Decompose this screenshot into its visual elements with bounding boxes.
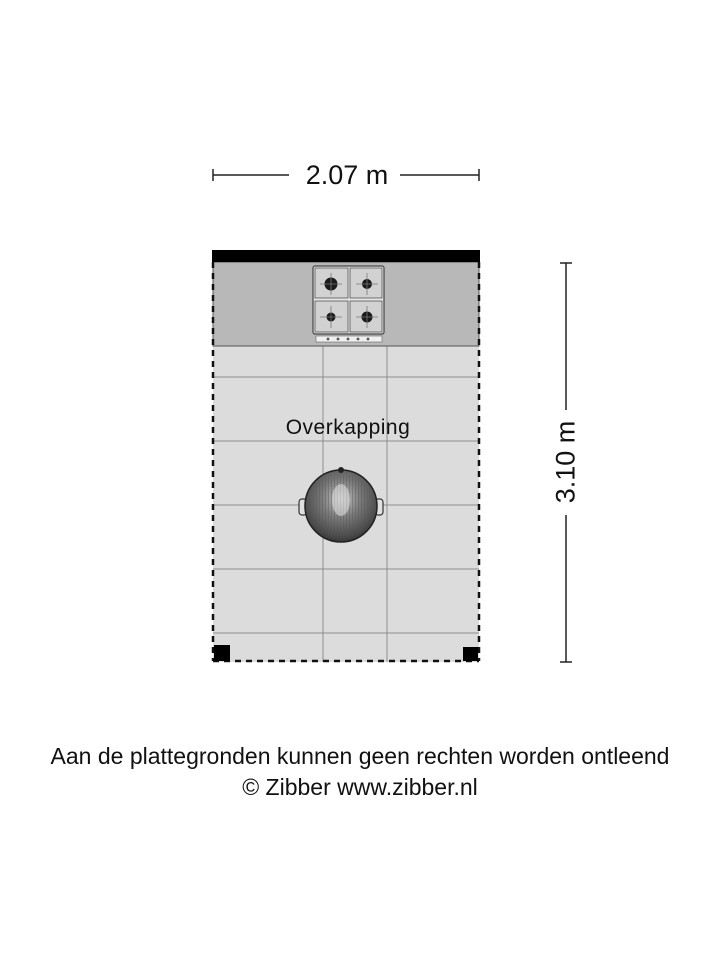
width-dimension-text: 2.07 m: [298, 160, 397, 190]
top-wall: [212, 250, 480, 262]
disclaimer-text: Aan de plattegronden kunnen geen rechten worden ontleend: [50, 743, 670, 769]
copyright-text: © Zibber www.zibber.nl: [242, 774, 478, 800]
width-dimension-label: [0, 162, 720, 189]
height-dimension-label: 3.10 m: [553, 413, 580, 512]
corner-post-left: [214, 645, 230, 661]
stove-icon: [313, 266, 384, 342]
room-name-label: Overkapping: [285, 416, 411, 439]
corner-post-right: [463, 647, 478, 661]
